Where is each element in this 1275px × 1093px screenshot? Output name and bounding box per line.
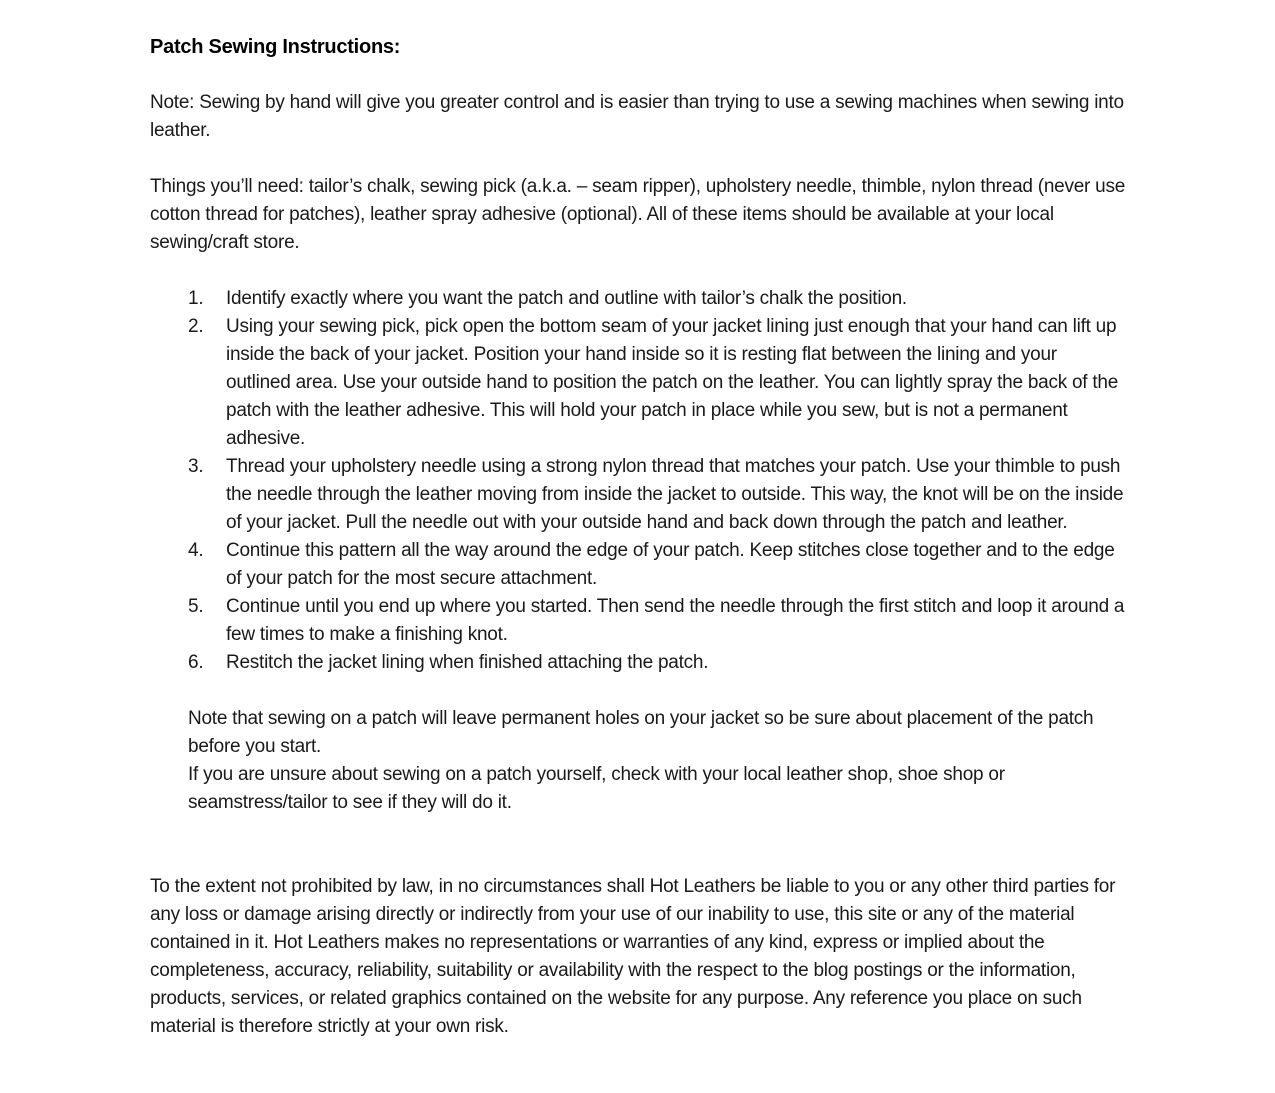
list-item xyxy=(150,453,1125,537)
document-content xyxy=(150,33,1125,1041)
intro-note-paragraph: Note: Sewing by hand will give you greater control and is easier than trying to use a sewing machines when sewing into leather. xyxy=(150,92,1124,141)
step-number: 4. xyxy=(188,540,204,561)
list-item xyxy=(150,649,1125,677)
step-text: Identify exactly where you want the patch and outline with tailor’s chalk the position. xyxy=(226,288,907,309)
step-number: 2. xyxy=(188,316,204,337)
list-item xyxy=(150,537,1125,593)
page-title: Patch Sewing Instructions: xyxy=(150,36,401,58)
things-needed-paragraph: Things you’ll need: tailor’s chalk, sewing pick (a.k.a. – seam ripper), upholstery needle, thimble, nylon thread (never use cotton thread for patches), leather spray adhesive (optional). All of these items should be available at your local sewing/craft store. xyxy=(150,176,1126,253)
step-number: 6. xyxy=(188,652,204,673)
step-number: 3. xyxy=(188,456,204,477)
step-number: 1. xyxy=(188,288,204,309)
legal-disclaimer-paragraph: To the extent not prohibited by law, in no circumstances shall Hot Leathers be liable to you or any other third parties for any loss or damage arising directly or indirectly from your use of our inability to use, this site or any of the material contained in it. Hot Leathers makes no representations or warranties of any kind, express or implied about the completeness, accuracy, reliability, suitability or availability with the respect to the blog postings or the information, products, services, or related graphics contained on the website for any purpose. Any reference you place on such material is therefore strictly at your own risk. xyxy=(150,876,1116,1037)
closing-notes xyxy=(188,705,1125,817)
list-item xyxy=(150,313,1125,453)
step-text: Using your sewing pick, pick open the bottom seam of your jacket lining just enough that your hand can lift up inside the back of your jacket. Position your hand inside so it is resting flat between the lining and your outlined area. Use your outside hand to position the patch on the leather. You can lightly spray the back of the patch with the leather adhesive. This will hold your patch in place while you sew, but is not a permanent adhesive. xyxy=(226,316,1119,449)
list-item xyxy=(150,593,1125,649)
step-number: 5. xyxy=(188,596,204,617)
placement-warning-note: Note that sewing on a patch will leave permanent holes on your jacket so be sure about placement of the patch before you start. xyxy=(188,708,1094,757)
instruction-steps-list xyxy=(150,285,1125,677)
step-text: Restitch the jacket lining when finished attaching the patch. xyxy=(226,652,709,673)
list-item xyxy=(150,285,1125,313)
step-text: Continue until you end up where you started. Then send the needle through the first stitch and loop it around a few times to make a finishing knot. xyxy=(226,596,1125,645)
unsure-advice-note: If you are unsure about sewing on a patch yourself, check with your local leather shop, shoe shop or seamstress/tailor to see if they will do it. xyxy=(188,764,1005,813)
step-text: Continue this pattern all the way around the edge of your patch. Keep stitches close together and to the edge of your patch for the most secure attachment. xyxy=(226,540,1115,589)
step-text: Thread your upholstery needle using a strong nylon thread that matches your patch. Use your thimble to push the needle through the leather moving from inside the jacket to outside. This way, the knot will be on the inside of your jacket. Pull the needle out with your outside hand and back down through the patch and leather. xyxy=(226,456,1124,533)
